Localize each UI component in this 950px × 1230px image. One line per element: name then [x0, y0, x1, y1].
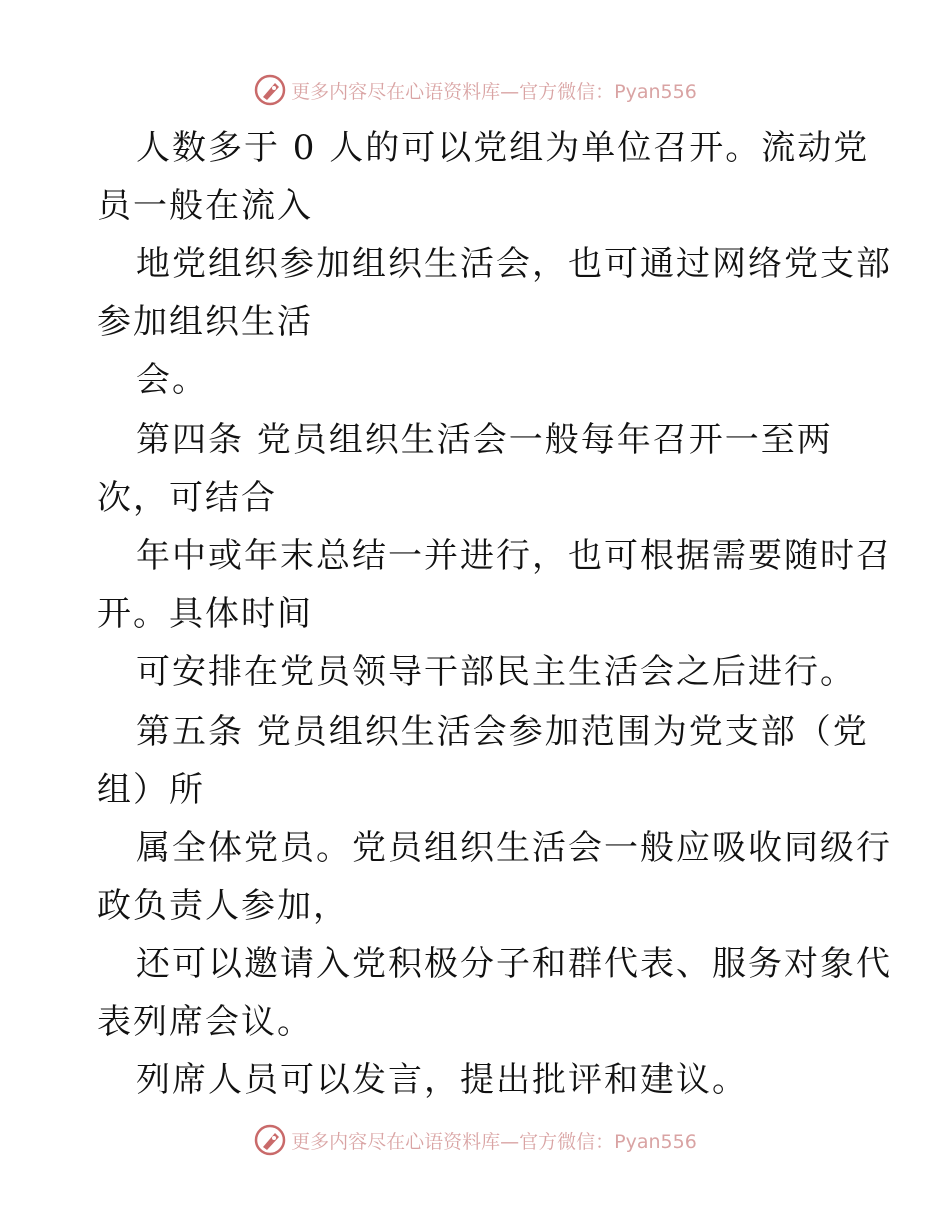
- paragraph-line: 可安排在党员领导干部民主生活会之后进行。: [136, 652, 856, 692]
- paragraph-line: 参加组织生活: [97, 302, 313, 342]
- article-heading-line: 第五条 党员组织生活会参加范围为党支部（党: [136, 712, 869, 752]
- paragraph-line: 员一般在流入: [97, 186, 313, 226]
- paragraph-line: 人数多于 0 人的可以党组为单位召开。流动党: [136, 128, 870, 168]
- paragraph-line: 会。: [136, 360, 208, 400]
- watermark-text: 更多内容尽在心语资料库—官方微信：Pyan556: [291, 1130, 697, 1153]
- footer-watermark: [0, 1120, 950, 1160]
- pen-nib-logo-icon: [253, 73, 287, 107]
- paragraph-line: 还可以邀请入党积极分子和群代表、服务对象代: [136, 944, 892, 984]
- paragraph-line: 组）所: [97, 770, 205, 810]
- article-heading-line: 第四条 党员组织生活会一般每年召开一至两: [136, 420, 833, 460]
- paragraph-line: 年中或年末总结一并进行，也可根据需要随时召: [136, 536, 892, 576]
- paragraph-line: 地党组织参加组织生活会，也可通过网络党支部: [136, 244, 892, 284]
- paragraph-line: 次，可结合: [97, 478, 277, 518]
- paragraph-line: 属全体党员。党员组织生活会一般应吸收同级行: [136, 828, 892, 868]
- watermark-text: 更多内容尽在心语资料库—官方微信：Pyan556: [291, 80, 697, 103]
- paragraph-line: 表列席会议。: [97, 1002, 313, 1042]
- header-watermark: [0, 70, 950, 110]
- paragraph-line: 列席人员可以发言，提出批评和建议。: [136, 1060, 748, 1100]
- pen-nib-logo-icon: [253, 1123, 287, 1157]
- paragraph-line: 政负责人参加，: [97, 886, 349, 926]
- paragraph-line: 开。具体时间: [97, 594, 313, 634]
